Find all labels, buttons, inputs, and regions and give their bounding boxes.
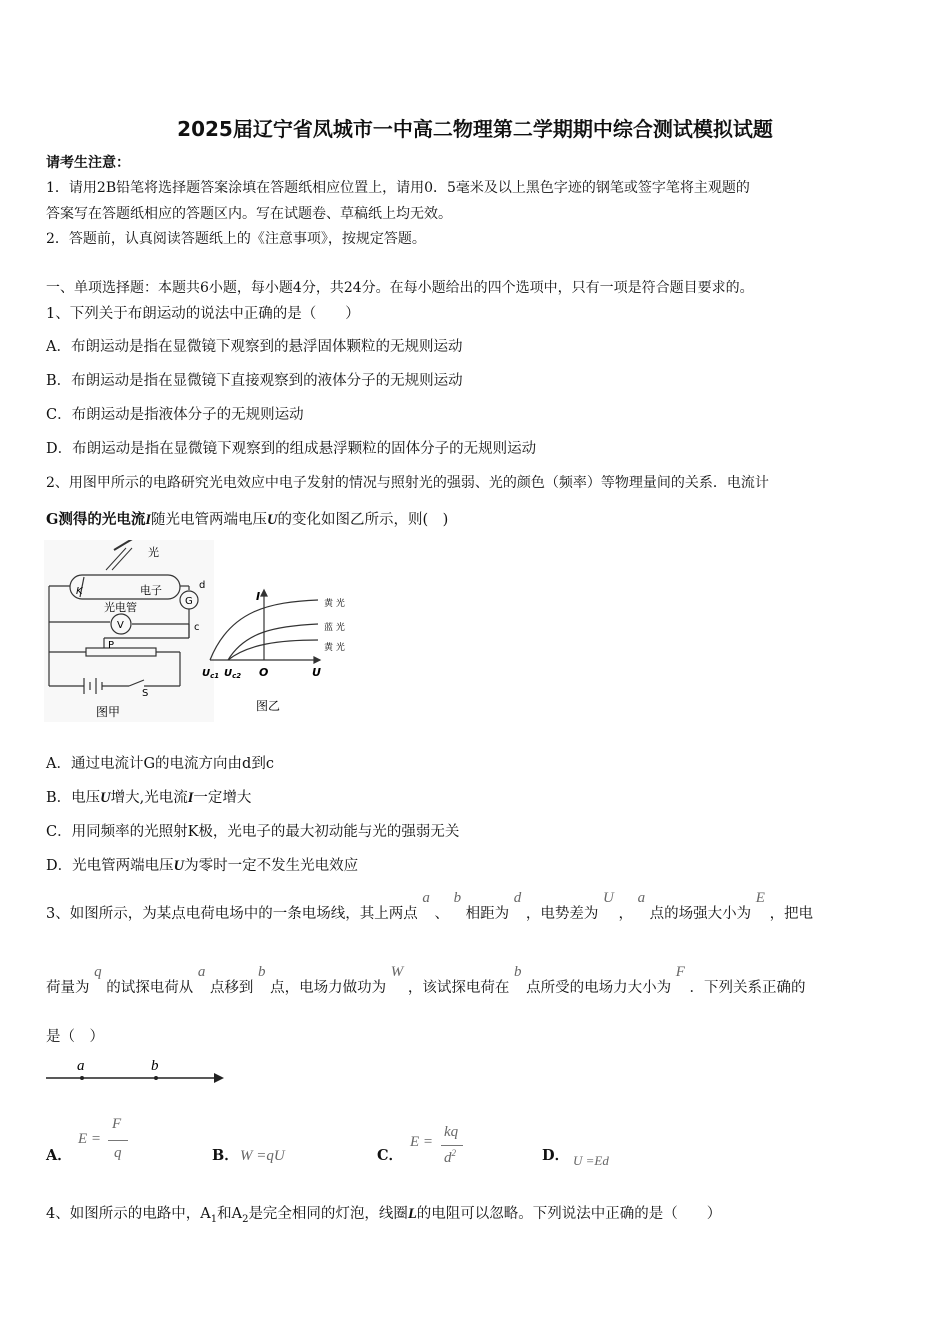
- q3-var-f: F: [675, 964, 685, 980]
- q4-sub: 1: [210, 1213, 218, 1225]
- q2-var-u: U: [173, 858, 185, 874]
- field-point-a: a: [77, 1058, 85, 1074]
- q3-text: 3、如图所示，为某点电荷电场中的一条电场线，其上两点: [46, 906, 418, 922]
- q3-option-c-fraction-bar: [441, 1145, 463, 1146]
- q3-option-a-den: q: [114, 1145, 122, 1161]
- q3-text: 的试探电荷从: [106, 980, 194, 996]
- fig1-s-label: S: [142, 688, 149, 699]
- fig1-c-label: c: [194, 622, 200, 633]
- q3-var-u: U: [603, 890, 614, 906]
- fig2-curve-label: 蓝 光: [324, 623, 345, 633]
- fig1-p-label: P: [108, 640, 115, 651]
- q2-option-d: [46, 854, 358, 875]
- q2-var-u: U: [267, 512, 278, 528]
- q2-option-d-text: 为零时一定不发生光电效应: [184, 858, 359, 874]
- fig1-d-label: d: [199, 580, 206, 591]
- q2-option-b-text: 增大,光电流: [110, 790, 188, 806]
- q1-option-b: B．布朗运动是指在显微镜下直接观察到的液体分子的无规则运动: [46, 373, 463, 389]
- q3-stem-3: 是（ ）: [46, 1029, 104, 1045]
- q3-option-c-label: C．: [377, 1147, 404, 1164]
- q3-option-d-label: D．: [542, 1147, 570, 1164]
- fig1-caption: 图甲: [96, 705, 121, 719]
- q3-text: 点移到: [209, 980, 254, 996]
- q1-option-d: D．布朗运动是指在显微镜下观察到的组成悬浮颗粒的固体分子的无规则运动: [46, 441, 537, 457]
- figure-circuit: [44, 540, 214, 722]
- q3-text: ，电势差为: [525, 906, 599, 922]
- q3-stem-1: [46, 886, 813, 926]
- q3-text: ．下列关系正确的: [689, 980, 806, 996]
- fig2-u-label: U: [312, 666, 321, 679]
- q2-stem-text: G测得的光电流: [46, 511, 146, 528]
- q3-option-c-lhs: E =: [410, 1134, 434, 1150]
- fig2-uc2-label: $U_{c2}$: [224, 668, 242, 680]
- q3-option-c-num: kq: [444, 1124, 459, 1140]
- fig2-curve-label: 黄 光: [324, 643, 345, 653]
- field-point-b: b: [151, 1058, 159, 1074]
- fig2-origin-label: O: [259, 666, 269, 679]
- q2-var-u: U: [100, 790, 111, 806]
- q3-text: 、: [434, 906, 449, 922]
- fig2-uc1-label: $U_{c1}$: [202, 668, 220, 680]
- notice-heading: 请考生注意：: [46, 155, 130, 171]
- fig2-caption: 图乙: [256, 699, 281, 713]
- fig1-tube-label: 光电管: [104, 601, 137, 614]
- q3-option-b-expr: W =qU: [240, 1148, 285, 1164]
- q3-var-e: E: [755, 890, 765, 906]
- q3-option-d-expr: U =Ed: [573, 1153, 609, 1168]
- q2-stem-text: 的变化如图乙所示，则( ): [277, 512, 449, 528]
- q3-stem-2: [46, 960, 805, 1000]
- q3-var-w: W: [390, 964, 404, 980]
- q2-option-a: A．通过电流计G的电流方向由d到c: [46, 756, 274, 772]
- q3-text: 点的场强大小为: [649, 906, 752, 922]
- q3-text: ，该试探电荷在: [407, 980, 510, 996]
- q2-option-b-text: 一定增大: [193, 790, 252, 806]
- q4-sub: 2: [242, 1213, 249, 1225]
- q2-var-i: I: [145, 512, 152, 528]
- q2-var-i: I: [187, 790, 194, 806]
- q3-var-a: a: [637, 890, 646, 906]
- q3-var-a: a: [422, 890, 430, 906]
- q3-option-a-num: F: [112, 1116, 122, 1132]
- q4-stem: [46, 1202, 721, 1225]
- q3-text: ，: [618, 906, 633, 922]
- q3-text: ，把电: [769, 906, 814, 922]
- section-heading: 一、单项选择题：本题共6小题，每小题4分，共24分。在每小题给出的四个选项中，只有一项是符合题目要求的。: [46, 280, 754, 296]
- q2-option-c: C．用同频率的光照射K极，光电子的最大初动能与光的强弱无关: [46, 824, 460, 840]
- q1-option-c: C．布朗运动是指液体分子的无规则运动: [46, 407, 304, 423]
- q3-var-b: b: [513, 964, 522, 980]
- q2-stem-1: 2、用图甲所示的电路研究光电效应中电子发射的情况与照射光的强弱、光的颜色（频率）等物理量间的关系．电流计: [46, 475, 769, 491]
- q4-text: 4、如图所示的电路中，A: [46, 1206, 211, 1222]
- notice-line-1b: 答案写在答题纸相应的答题区内。写在试题卷、草稿纸上均无效。: [46, 206, 452, 222]
- page-title: 2025届辽宁省凤城市一中高二物理第二学期期中综合测试模拟试题: [177, 117, 773, 141]
- q2-stem-2: [46, 508, 448, 529]
- fig1-light-label: 光: [148, 546, 159, 559]
- figure-field-line: [44, 1054, 228, 1088]
- notice-line-2: 2．答题前，认真阅读答题纸上的《注意事项》，按规定答题。: [46, 231, 426, 247]
- q2-option-b-text: B．电压: [46, 790, 101, 806]
- q3-var-q: q: [94, 964, 102, 980]
- q2-stem-text: 随光电管两端电压: [151, 512, 268, 528]
- q1-option-a: A．布朗运动是指在显微镜下观察到的悬浮固体颗粒的无规则运动: [46, 339, 463, 355]
- q3-var-b: b: [258, 964, 266, 980]
- q3-option-a-lhs: E =: [78, 1131, 102, 1147]
- q3-text: 相距为: [465, 906, 510, 922]
- notice-line-1a: 1．请用2B铅笔将选择题答案涂填在答题纸相应位置上，请用0．5毫米及以上黑色字迹的钢笔或签字笔将主观题的: [46, 180, 750, 196]
- q4-var-l: L: [407, 1206, 417, 1222]
- q2-option-b: [46, 786, 251, 807]
- q3-option-a-fraction-bar: [108, 1140, 128, 1141]
- q3-option-c-den: $d^2$: [444, 1148, 456, 1166]
- q3-option-b-label: B．: [212, 1147, 239, 1164]
- fig1-electron-label: 电子: [140, 584, 162, 597]
- q3-text: 点，电场力做功为: [270, 980, 387, 996]
- fig1-g-label: G: [185, 596, 193, 607]
- q3-text: 荷量为: [46, 980, 90, 996]
- q3-var-d: d: [513, 890, 522, 906]
- fig2-curve-label: 黄 光: [324, 599, 345, 609]
- fig1-k-label: K: [76, 586, 83, 597]
- fig2-i-label: I: [256, 590, 261, 603]
- q4-text: 是完全相同的灯泡，线圈: [248, 1206, 408, 1222]
- q4-text: 和A: [217, 1206, 243, 1222]
- q3-var-a: a: [197, 964, 206, 980]
- figure-iv-graph: [200, 580, 360, 720]
- q1-stem: 1、下列关于布朗运动的说法中正确的是（ ）: [46, 306, 360, 322]
- q3-option-a-label: A．: [46, 1147, 72, 1164]
- fig1-v-label: V: [117, 620, 124, 631]
- q2-option-d-text: D．光电管两端电压: [46, 858, 174, 874]
- q4-text: 的电阻可以忽略。下列说法中正确的是（ ）: [416, 1206, 722, 1222]
- q3-var-b: b: [453, 890, 462, 906]
- q3-text: 点所受的电场力大小为: [526, 980, 672, 996]
